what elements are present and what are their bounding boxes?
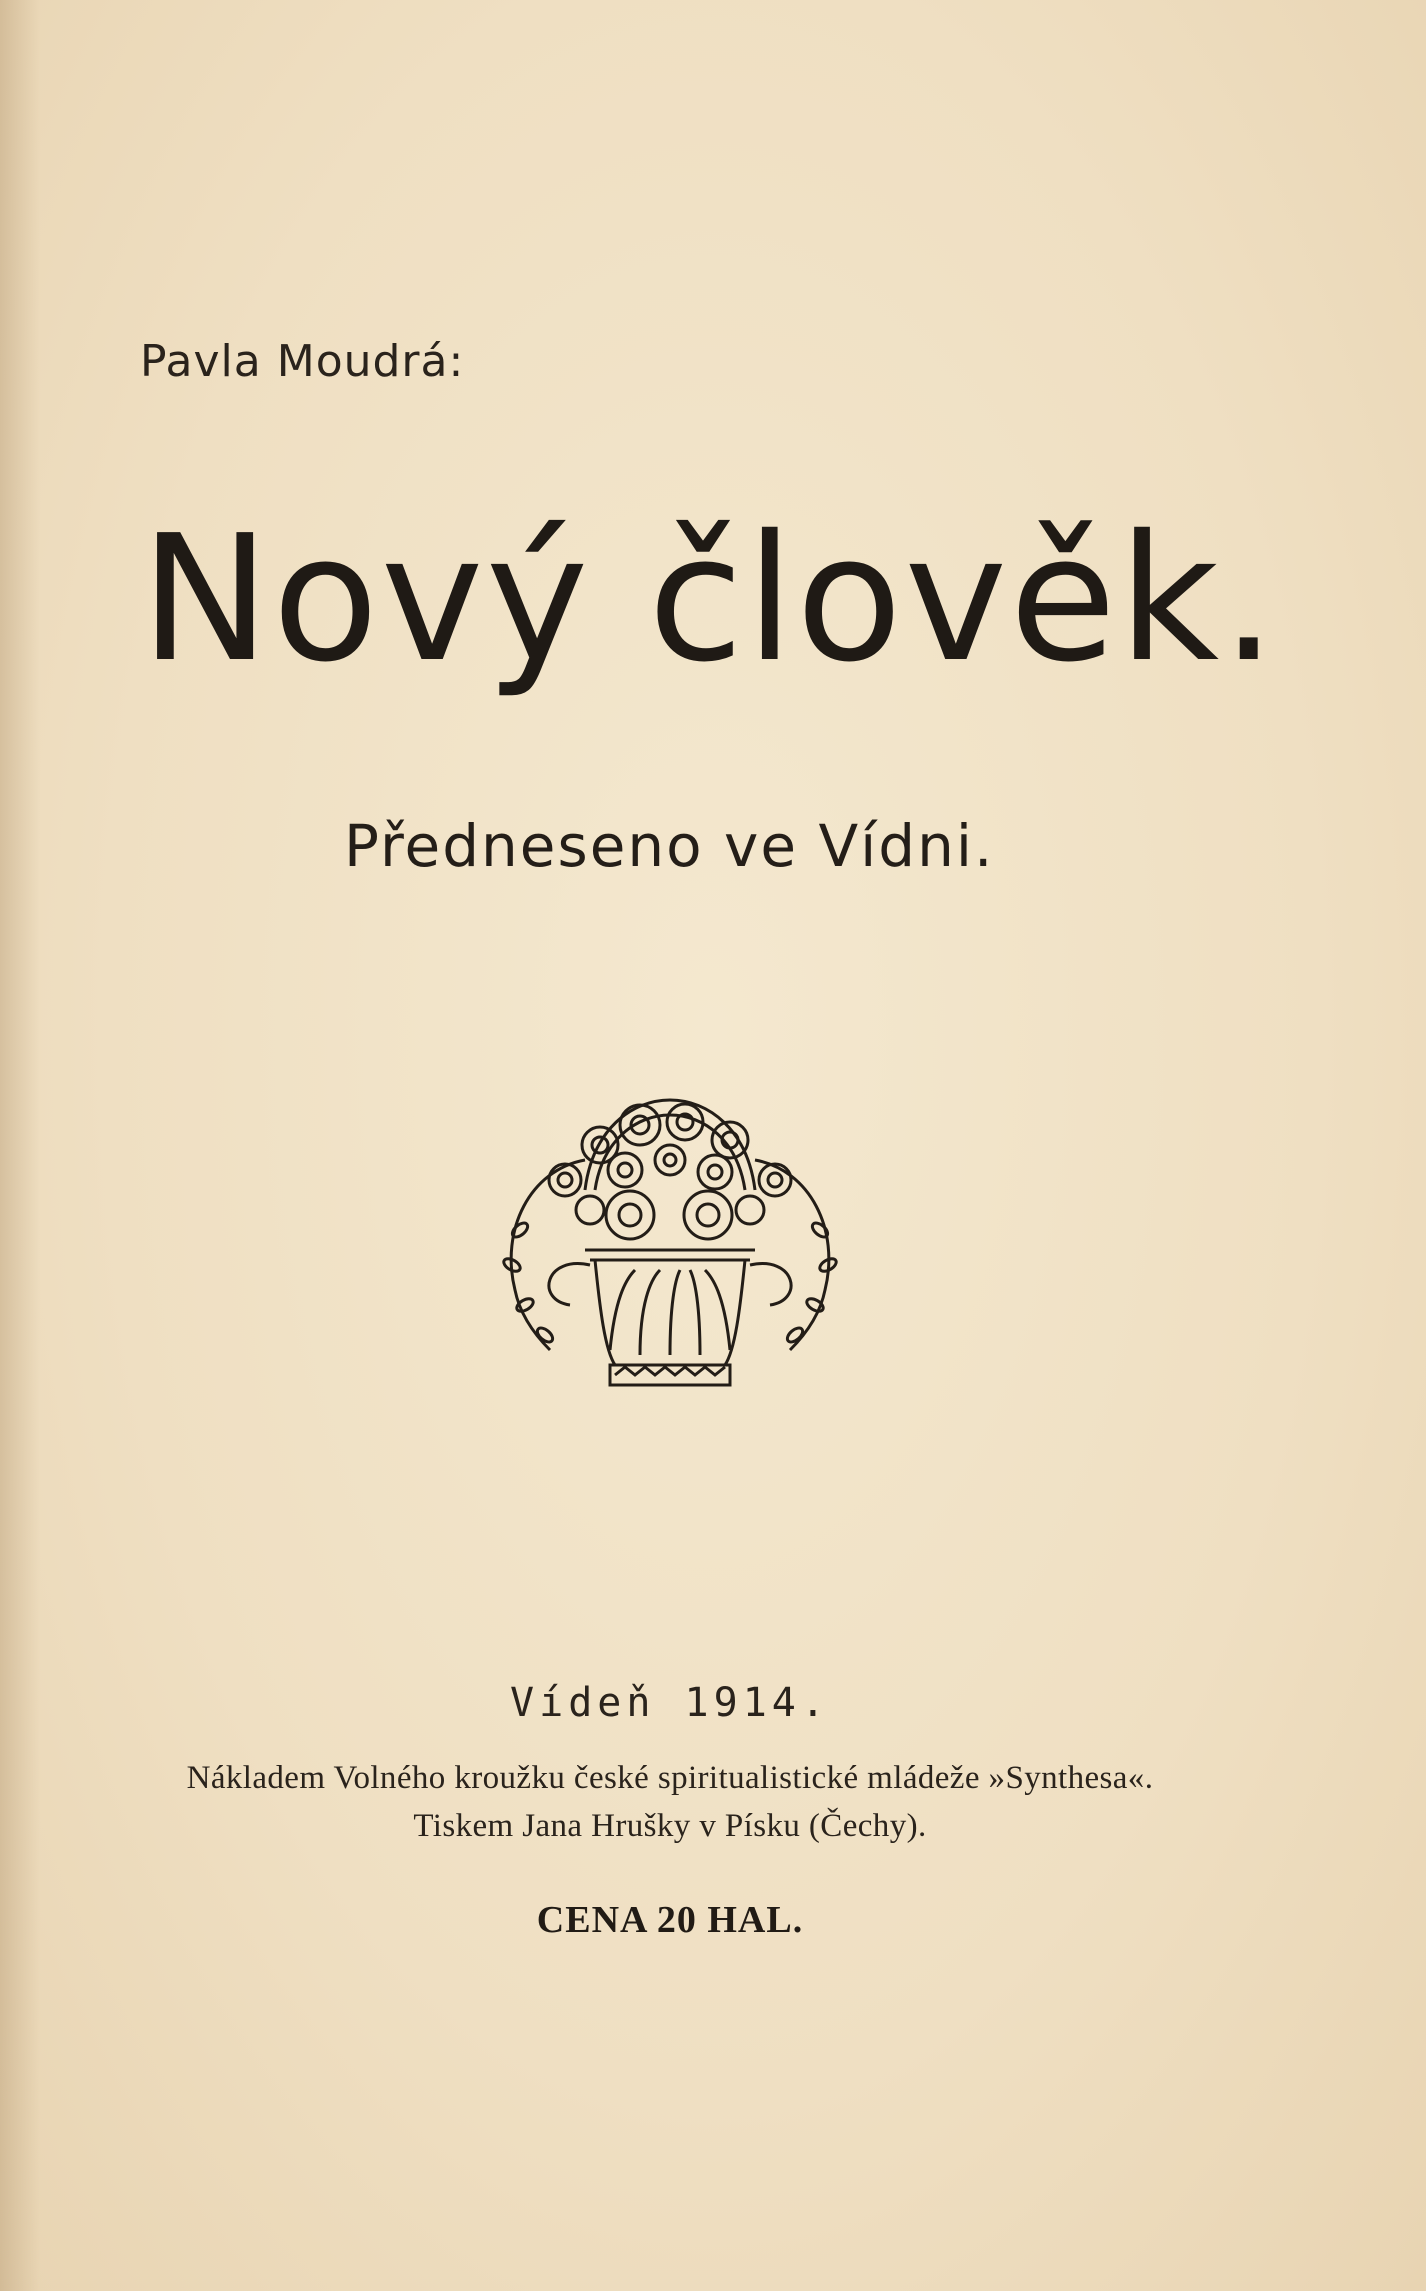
author-name: Pavla Moudrá: xyxy=(140,336,465,387)
book-subtitle: Předneseno ve Vídni. xyxy=(344,812,995,880)
page-edge-shadow xyxy=(0,0,40,2291)
book-title: Nový člověk. xyxy=(140,498,1279,701)
publisher-line: Nákladem Volného kroužku české spiritualistické mládeže »Synthesa«. xyxy=(186,1760,1154,1796)
price-label: CENA 20 HAL. xyxy=(536,1899,804,1941)
flower-basket-icon xyxy=(490,1050,850,1400)
place-and-year: Vídeň 1914. xyxy=(510,1680,830,1726)
printer-line: Tiskem Jana Hrušky v Písku (Čechy). xyxy=(413,1808,927,1844)
